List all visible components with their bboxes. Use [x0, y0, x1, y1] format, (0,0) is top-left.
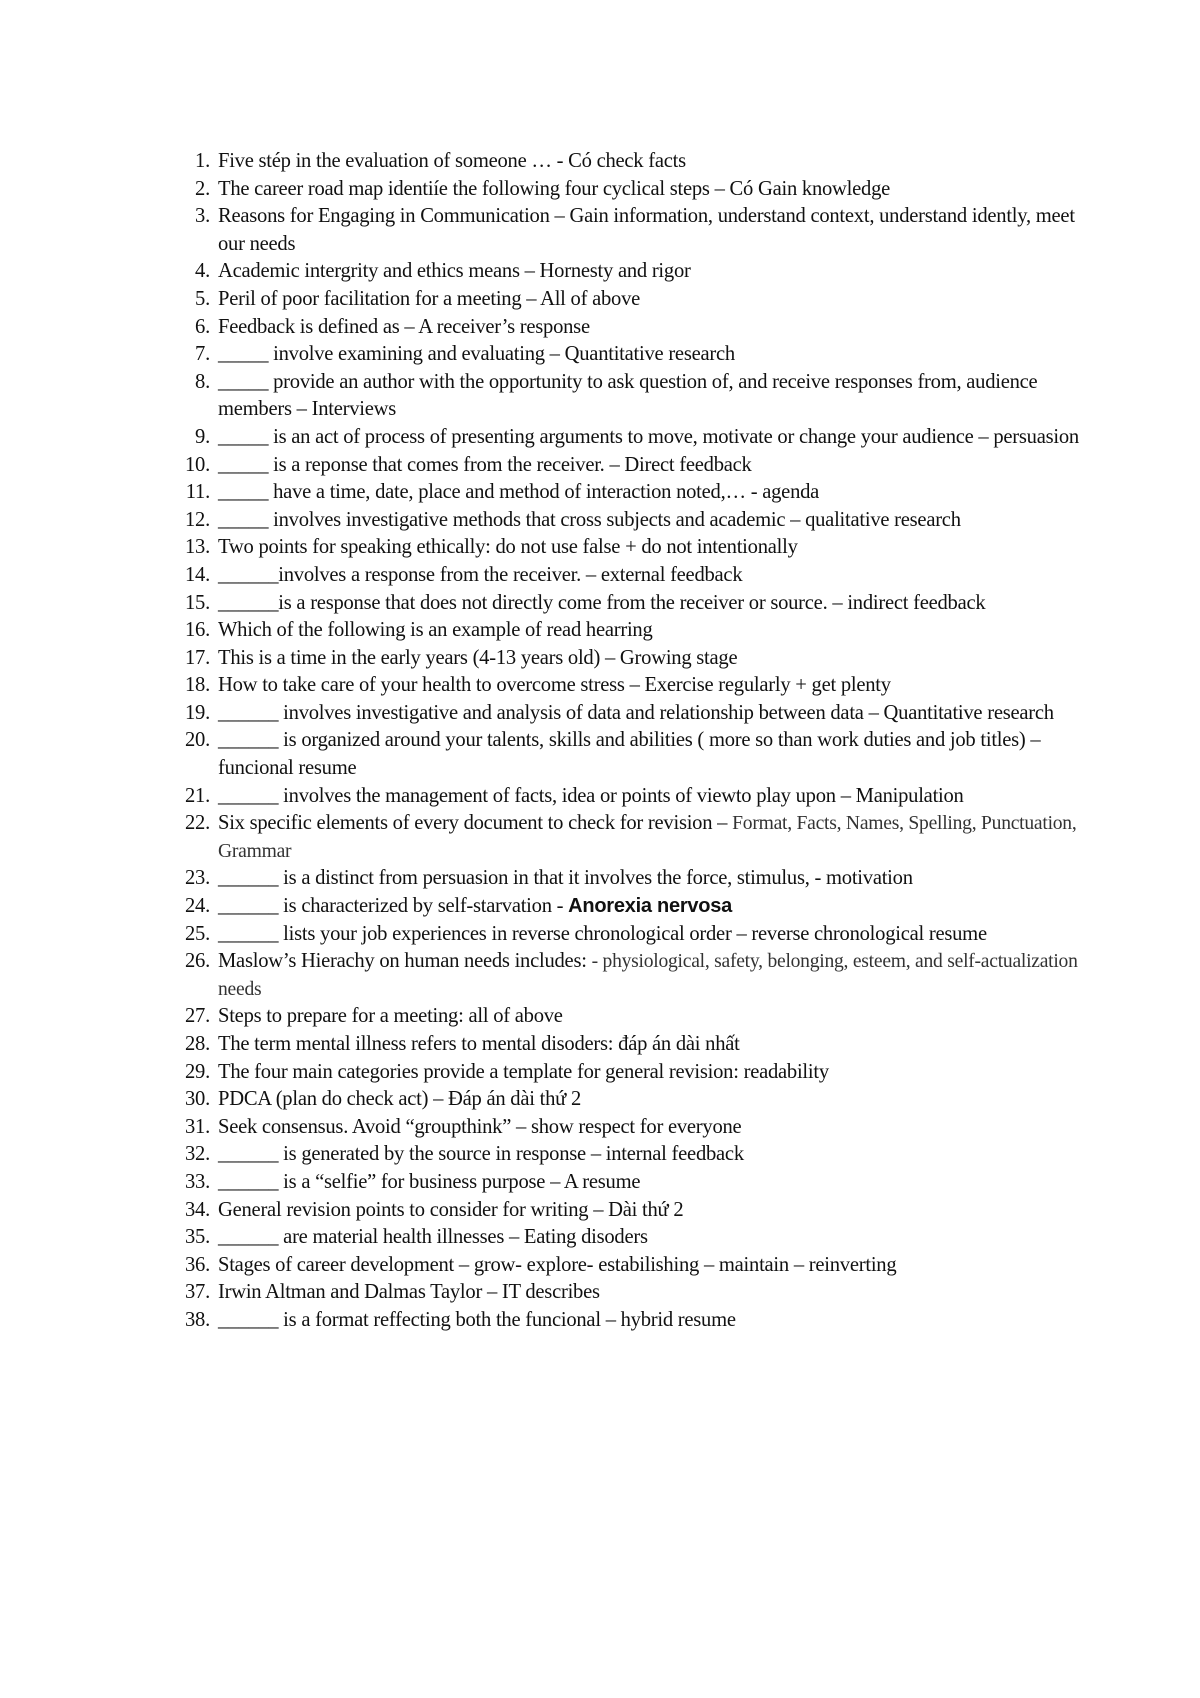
- item-text: General revision points to consider for writing – Dài thứ 2: [218, 1198, 684, 1221]
- list-item: [182, 452, 1082, 480]
- item-number: 31 .: [170, 1114, 210, 1142]
- item-number: 33 .: [170, 1169, 210, 1197]
- item-number: 11 .: [170, 479, 210, 507]
- item-text: ______ is characterized by self-starvation -: [218, 895, 569, 918]
- item-number: 30 .: [170, 1086, 210, 1114]
- item-text: _____ involves investigative methods that cross subjects and academic – qualitative research: [218, 508, 961, 531]
- item-text: _____ have a time, date, place and method of interaction noted,… - agenda: [218, 481, 820, 504]
- item-number: 38 .: [170, 1307, 210, 1335]
- item-text: Maslow’s Hierachy on human needs includes:: [218, 950, 592, 973]
- list-item: [182, 921, 1082, 949]
- list-item: [182, 286, 1082, 314]
- item-text: PDCA (plan do check act) – Đáp án dài thứ 2: [218, 1088, 581, 1111]
- item-text: Feedback is defined as – A receiver’s response: [218, 315, 590, 338]
- list-item: [182, 203, 1082, 258]
- item-text: The term mental illness refers to mental disoders: đáp án dài nhất: [218, 1033, 740, 1055]
- item-number: 13 .: [170, 534, 210, 562]
- item-text: Steps to prepare for a meeting: all of above: [218, 1005, 563, 1028]
- list-item: [182, 341, 1082, 369]
- list-item: [182, 1031, 1082, 1059]
- list-item: [182, 1307, 1082, 1335]
- item-text: Reasons for Engaging in Communication – Gain information, understand context, understand idently, meet our needs: [218, 205, 1075, 255]
- item-number: 15 .: [170, 590, 210, 618]
- item-text: ______ is a format reffecting both the funcional – hybrid resume: [218, 1308, 736, 1331]
- item-text: ______ involves the management of facts, idea or points of viewto play upon – Manipulation: [218, 784, 964, 807]
- list-item: [182, 1197, 1082, 1225]
- item-answer-soft: Format, Facts, Names, Spelling, Punctuation, Grammar: [218, 813, 1077, 862]
- item-number: 3 .: [170, 203, 210, 231]
- item-number: 6 .: [170, 314, 210, 342]
- item-number: 36 .: [170, 1252, 210, 1280]
- list-item: [182, 314, 1082, 342]
- list-item: [182, 1169, 1082, 1197]
- list-item: [182, 645, 1082, 673]
- item-number: 27 .: [170, 1003, 210, 1031]
- item-number: 29 .: [170, 1059, 210, 1087]
- item-number: 26 .: [170, 948, 210, 976]
- list-item: [182, 369, 1082, 424]
- item-number: 10 .: [170, 452, 210, 480]
- list-item: [182, 1059, 1082, 1087]
- item-text: _____ provide an author with the opportunity to ask question of, and receive responses from, audience members – Interviews: [218, 370, 1038, 421]
- item-number: 2 .: [170, 176, 210, 204]
- list-item: [182, 672, 1082, 700]
- item-number: 24 .: [170, 893, 210, 921]
- list-item: [182, 948, 1082, 1003]
- item-text: ______ lists your job experiences in reverse chronological order – reverse chronological resume: [218, 922, 987, 945]
- list-item: [182, 727, 1082, 782]
- list-item: [182, 148, 1082, 176]
- item-number: 4 .: [170, 258, 210, 286]
- item-number: 19 .: [170, 700, 210, 728]
- item-answer-soft: - physiological, safety, belonging, esteem, and self-actualization needs: [218, 951, 1078, 1000]
- list-item: [182, 893, 1082, 921]
- list-item: [182, 1003, 1082, 1031]
- list-item: [182, 617, 1082, 645]
- item-number: 7 .: [170, 341, 210, 369]
- item-number: 25 .: [170, 921, 210, 949]
- item-number: 21 .: [170, 783, 210, 811]
- list-item: [182, 865, 1082, 893]
- list-item: [182, 1141, 1082, 1169]
- item-text: This is a time in the early years (4-13 years old) – Growing stage: [218, 646, 738, 669]
- item-text: _____ involve examining and evaluating – Quantitative research: [218, 343, 735, 366]
- list-item: [182, 810, 1082, 865]
- list-item: [182, 1224, 1082, 1252]
- list-item: [182, 1279, 1082, 1307]
- list-item: [182, 176, 1082, 204]
- item-text: Six specific elements of every document to check for revision –: [218, 812, 733, 835]
- item-text: ______ is a distinct from persuasion in that it involves the force, stimulus, - motivation: [218, 867, 913, 890]
- item-text: Irwin Altman and Dalmas Taylor – IT describes: [218, 1281, 600, 1304]
- item-number: 8 .: [170, 369, 210, 397]
- item-text: ______ involves investigative and analysis of data and relationship between data – Quantitative research: [218, 701, 1054, 724]
- question-list: [182, 148, 1082, 1335]
- list-item: [182, 479, 1082, 507]
- item-text: _____ is a reponse that comes from the receiver. – Direct feedback: [218, 453, 752, 476]
- item-text: Which of the following is an example of read hearring: [218, 619, 653, 642]
- item-text: Five stép in the evaluation of someone … - Có check facts: [218, 150, 686, 172]
- list-item: [182, 1252, 1082, 1280]
- item-text: The four main categories provide a template for general revision: readability: [218, 1060, 829, 1083]
- item-number: 22 .: [170, 810, 210, 838]
- item-number: 14 .: [170, 562, 210, 590]
- list-item: [182, 534, 1082, 562]
- item-text: Two points for speaking ethically: do not use false + do not intentionally: [218, 536, 798, 559]
- item-number: 34 .: [170, 1197, 210, 1225]
- item-text: ______is a response that does not directly come from the receiver or source. – indirect feedback: [218, 591, 986, 614]
- item-answer-bold: Anorexia nervosa: [568, 895, 733, 918]
- item-text: ______ is generated by the source in response – internal feedback: [218, 1143, 744, 1166]
- list-item: [182, 507, 1082, 535]
- item-number: 5 .: [170, 286, 210, 314]
- item-number: 17 .: [170, 645, 210, 673]
- list-item: [182, 590, 1082, 618]
- item-number: 20 .: [170, 727, 210, 755]
- item-number: 9 .: [170, 424, 210, 452]
- item-text: How to take care of your health to overcome stress – Exercise regularly + get plenty: [218, 674, 891, 697]
- item-number: 28 .: [170, 1031, 210, 1059]
- item-number: 23 .: [170, 865, 210, 893]
- list-item: [182, 424, 1082, 452]
- item-text: Stages of career development – grow- explore- estabilishing – maintain – reinverting: [218, 1253, 897, 1276]
- item-text: ______ is organized around your talents, skills and abilities ( more so than work duties and job titles) – funcional resume: [218, 729, 1041, 780]
- item-number: 35 .: [170, 1224, 210, 1252]
- item-text: The career road map identiíe the following four cyclical steps – Có Gain knowledge: [218, 177, 891, 200]
- item-text: Academic intergrity and ethics means – Hornesty and rigor: [218, 260, 691, 283]
- list-item: [182, 258, 1082, 286]
- list-item: [182, 1086, 1082, 1114]
- item-number: 1 .: [170, 148, 210, 176]
- item-text: ______ are material health illnesses – Eating disoders: [218, 1226, 648, 1249]
- item-text: Seek consensus. Avoid “groupthink” – show respect for everyone: [218, 1115, 742, 1138]
- item-text: ______involves a response from the receiver. – external feedback: [218, 563, 743, 586]
- item-text: ______ is a “selfie” for business purpose – A resume: [218, 1170, 641, 1193]
- item-number: 37 .: [170, 1279, 210, 1307]
- list-item: [182, 700, 1082, 728]
- item-text: _____ is an act of process of presenting arguments to move, motivate or change your audience – persuasion: [218, 425, 1079, 448]
- item-number: 32 .: [170, 1141, 210, 1169]
- list-item: [182, 783, 1082, 811]
- item-number: 16 .: [170, 617, 210, 645]
- list-item: [182, 562, 1082, 590]
- item-text: Peril of poor facilitation for a meeting – All of above: [218, 287, 641, 310]
- item-number: 18 .: [170, 672, 210, 700]
- item-number: 12 .: [170, 507, 210, 535]
- list-item: [182, 1114, 1082, 1142]
